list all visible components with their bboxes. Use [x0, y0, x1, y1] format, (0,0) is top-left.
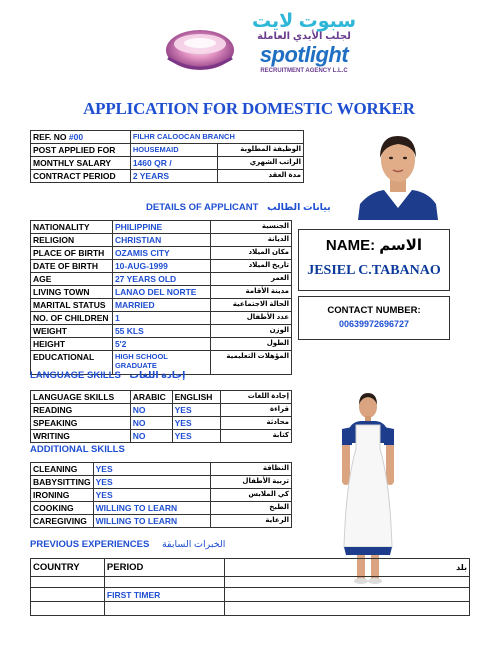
- language-col-header: إجادة اللغات: [220, 391, 292, 404]
- post-label: POST APPLIED FOR: [31, 144, 131, 157]
- detail-row: [31, 273, 292, 286]
- header-table: [30, 130, 304, 183]
- detail-row: [31, 338, 292, 351]
- experience-cell: [224, 602, 469, 616]
- contract-value: 2 YEARS: [130, 170, 217, 183]
- skill-row: [31, 489, 292, 502]
- experience-row: [31, 577, 470, 588]
- detail-label: HEIGHT: [31, 338, 113, 351]
- language-row: [31, 417, 292, 430]
- contract-label: CONTRACT PERIOD: [31, 170, 131, 183]
- experience-cell: [104, 577, 224, 588]
- page-title: APPLICATION FOR DOMESTIC WORKER: [83, 99, 415, 118]
- detail-row: [31, 286, 292, 299]
- experience-cell: FIRST TIMER: [104, 588, 224, 602]
- experience-header-row: [31, 559, 470, 577]
- detail-value: PHILIPPINE: [112, 221, 210, 234]
- language-col-header: ENGLISH: [172, 391, 220, 404]
- education-line2: GRADUATE: [114, 361, 157, 370]
- logo-arabic-title: سبوت لايت: [251, 11, 357, 32]
- name-box: [298, 229, 450, 291]
- ref-row: [31, 131, 304, 144]
- experience-heading: [30, 539, 225, 550]
- language-row: [31, 430, 292, 443]
- detail-label: AGE: [31, 273, 113, 286]
- salary-label: MONTHLY SALARY: [31, 157, 131, 170]
- salary-row: [31, 157, 304, 170]
- detail-value: 55 KLS: [112, 325, 210, 338]
- detail-label: WEIGHT: [31, 325, 113, 338]
- skills-table: [30, 462, 292, 528]
- detail-row: [31, 312, 292, 325]
- experience-cell: [31, 577, 105, 588]
- post-value: HOUSEMAID: [130, 144, 217, 157]
- detail-value: OZAMIS CITY: [112, 247, 210, 260]
- additional-skills-heading: ADDITIONAL SKILLS: [30, 444, 125, 455]
- salary-value: 1460 QR /: [130, 157, 217, 170]
- detail-arabic: الديانة: [210, 234, 291, 247]
- ref-cell: [31, 131, 131, 144]
- language-row: [31, 404, 292, 417]
- applicant-headshot: [350, 130, 446, 220]
- post-row: [31, 144, 304, 157]
- skill-arabic: الطبخ: [210, 502, 291, 515]
- logo-subtitle: RECRUITMENT AGENCY L.L.C: [260, 68, 348, 74]
- language-arabic-value: NO: [130, 417, 172, 430]
- skill-row: [31, 463, 292, 476]
- skill-arabic: تربية الأطفال: [210, 476, 291, 489]
- experience-col-country-ar: بلد: [224, 559, 469, 577]
- name-label: NAME:: [325, 237, 376, 254]
- language-heading-ar: إجادة اللغات: [129, 370, 186, 381]
- detail-value: CHRISTIAN: [112, 234, 210, 247]
- experience-table: [30, 558, 470, 616]
- contact-number: 00639972696727: [338, 319, 410, 329]
- detail-arabic: مكان الميلاد: [210, 247, 291, 260]
- language-arabic-value: NO: [130, 430, 172, 443]
- language-col-header: LANGUAGE SKILLS: [31, 391, 131, 404]
- language-arabic-label: كتابة: [220, 430, 292, 443]
- detail-row: [31, 234, 292, 247]
- name-label-line: [299, 236, 449, 254]
- detail-value: MARRIED: [112, 299, 210, 312]
- experience-cell: [224, 588, 469, 602]
- details-table: [30, 220, 292, 375]
- skill-value: WILLING TO LEARN: [93, 502, 210, 515]
- skill-label: IRONING: [31, 489, 94, 502]
- skill-arabic: النظافة: [210, 463, 291, 476]
- experience-col-period: PERIOD: [104, 559, 224, 577]
- language-english-value: YES: [172, 404, 220, 417]
- detail-value: 10-AUG-1999: [112, 260, 210, 273]
- language-arabic-label: محادثة: [220, 417, 292, 430]
- experience-cell: [31, 588, 105, 602]
- detail-arabic: الوزن: [210, 325, 291, 338]
- skill-row: [31, 502, 292, 515]
- detail-label: NATIONALITY: [31, 221, 113, 234]
- detail-row: [31, 299, 292, 312]
- skill-label: CAREGIVING: [31, 515, 94, 528]
- language-header-row: [31, 391, 292, 404]
- details-heading-en: DETAILS OF APPLICANT: [146, 202, 259, 213]
- detail-arabic: مدينة الأقامة: [210, 286, 291, 299]
- detail-arabic: الطول: [210, 338, 291, 351]
- skill-label: COOKING: [31, 502, 94, 515]
- skill-label: BABYSITTING: [31, 476, 94, 489]
- name-label-arabic: الاسم: [379, 237, 423, 254]
- ref-value: #00: [68, 132, 84, 142]
- contract-arabic: مدة العقد: [218, 170, 304, 183]
- experience-row: [31, 588, 470, 602]
- experience-cell: [224, 577, 469, 588]
- logo-brand: spotlight: [259, 42, 349, 67]
- language-english-value: YES: [172, 417, 220, 430]
- skill-arabic: الرعاية: [210, 515, 291, 528]
- experience-cell: [31, 602, 105, 616]
- experience-cell: [104, 602, 224, 616]
- experience-row: [31, 602, 470, 616]
- language-english-value: YES: [172, 430, 220, 443]
- company-logo: [162, 10, 369, 88]
- detail-label: DATE OF BIRTH: [31, 260, 113, 273]
- skill-value: YES: [93, 476, 210, 489]
- contact-label: CONTACT NUMBER:: [327, 305, 421, 316]
- salary-arabic: الراتب الشهري: [218, 157, 304, 170]
- detail-arabic: عدد الأطفال: [210, 312, 291, 325]
- detail-arabic: الحالة الاجتماعية: [210, 299, 291, 312]
- language-heading: [30, 370, 185, 381]
- detail-label: EDUCATIONAL: [31, 351, 113, 375]
- detail-value: 5'2: [112, 338, 210, 351]
- language-table: [30, 390, 292, 443]
- experience-heading-ar: الخبرات السابقة: [161, 539, 226, 550]
- language-arabic-label: قراءة: [220, 404, 292, 417]
- language-label: WRITING: [31, 430, 131, 443]
- education-line1: HIGH SCHOOL: [114, 352, 168, 361]
- detail-row: [31, 325, 292, 338]
- detail-label: MARITAL STATUS: [31, 299, 113, 312]
- branch-cell: FILHR CALOOCAN BRANCH: [130, 131, 303, 144]
- skill-value: YES: [93, 489, 210, 502]
- skill-value: WILLING TO LEARN: [93, 515, 210, 528]
- skill-row: [31, 476, 292, 489]
- detail-arabic: تاريخ الميلاد: [210, 260, 291, 273]
- contact-box: [298, 296, 450, 340]
- skill-value: YES: [93, 463, 210, 476]
- applicant-name: JESIEL C.TABANAO: [307, 263, 441, 278]
- detail-value: 1: [112, 312, 210, 325]
- language-label: SPEAKING: [31, 417, 131, 430]
- post-arabic: الوظيفة المطلوبة: [218, 144, 304, 157]
- detail-value: LANAO DEL NORTE: [112, 286, 210, 299]
- detail-arabic: الجنسية: [210, 221, 291, 234]
- language-label: READING: [31, 404, 131, 417]
- detail-value: 27 YEARS OLD: [112, 273, 210, 286]
- detail-row: [31, 247, 292, 260]
- experience-col-country: COUNTRY: [31, 559, 105, 577]
- detail-arabic: المؤهلات التعليمية: [210, 351, 291, 375]
- details-heading-ar: بيانات الطالب: [267, 202, 331, 213]
- language-arabic-value: NO: [130, 404, 172, 417]
- detail-arabic: العمر: [210, 273, 291, 286]
- skill-row: [31, 515, 292, 528]
- details-heading: [146, 202, 331, 213]
- language-heading-en: LANGUAGE SKILLS: [30, 370, 121, 381]
- contract-row: [31, 170, 304, 183]
- detail-label: NO. OF CHILDREN: [31, 312, 113, 325]
- language-col-header: ARABIC: [130, 391, 172, 404]
- experience-heading-en: PREVIOUS EXPERIENCES: [30, 539, 150, 550]
- detail-row: [31, 260, 292, 273]
- detail-label: LIVING TOWN: [31, 286, 113, 299]
- detail-row: [31, 221, 292, 234]
- logo-arabic-subtitle: لجلب الأيدي العاملة: [257, 31, 351, 42]
- detail-label: RELIGION: [31, 234, 113, 247]
- ref-label: REF. NO: [33, 132, 67, 142]
- skill-arabic: كي الملابس: [210, 489, 291, 502]
- skill-label: CLEANING: [31, 463, 94, 476]
- detail-label: PLACE OF BIRTH: [31, 247, 113, 260]
